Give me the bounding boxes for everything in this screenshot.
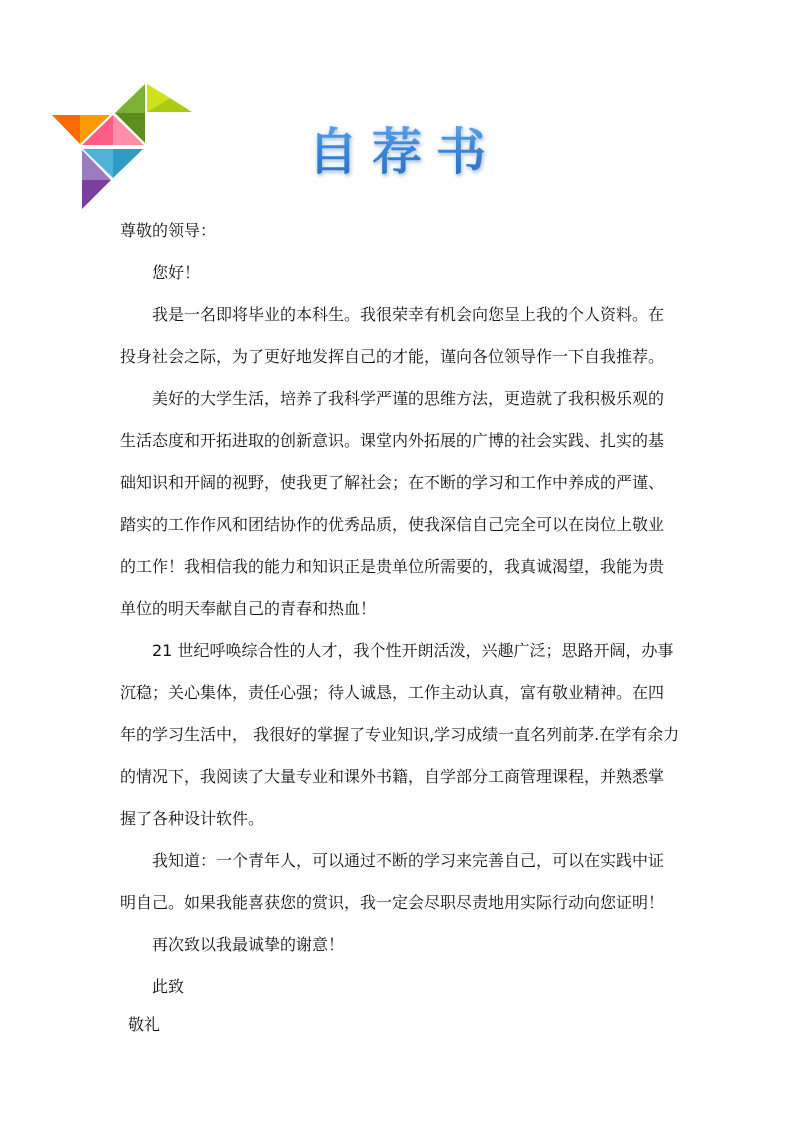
paragraph-line: 我知道：一个青年人，可以通过不断的学习来完善自己，可以在实践中证 bbox=[152, 851, 665, 870]
paragraph-line: 沉稳；关心集体，责任心强；待人诚恳，工作主动认真，富有敬业精神。在四 bbox=[120, 683, 665, 702]
paragraph-line: 的情况下，我阅读了大量专业和课外书籍，自学部分工商管理课程，并熟悉掌 bbox=[120, 767, 665, 786]
paragraph-line: 年的学习生活中， 我很好的掌握了专业知识,学习成绩一直名列前茅.在学有余力 bbox=[120, 725, 680, 744]
paragraph-introduction bbox=[120, 298, 680, 374]
thanks-line: 再次致以我最诚挚的谢意！ bbox=[152, 935, 345, 954]
paragraph-line: 美好的大学生活，培养了我科学严谨的思维方法，更造就了我积极乐观的 bbox=[152, 389, 665, 408]
letter-body bbox=[120, 214, 680, 1004]
paragraph-line: 础知识和开阔的视野，使我更了解社会；在不断的学习和工作中养成的严谨、 bbox=[120, 473, 665, 492]
paragraph-line: 握了各种设计软件。 bbox=[120, 809, 265, 828]
paragraph-self-improvement bbox=[120, 844, 680, 920]
paragraph-university-life bbox=[120, 382, 680, 626]
paragraph-line: 生活态度和开拓进取的创新意识。课堂内外拓展的广博的社会实践、扎实的基 bbox=[120, 431, 665, 450]
regards-line: 敬礼 bbox=[128, 1015, 161, 1034]
paragraph-line: 的工作！我相信我的能力和知识正是贵单位所需要的，我真诚渴望，我能为贵 bbox=[120, 557, 665, 576]
paragraph-line: 我是一名即将毕业的本科生。我很荣幸有机会向您呈上我的个人资料。在 bbox=[152, 305, 665, 324]
paragraph-personality bbox=[120, 634, 680, 836]
greeting: 您好！ bbox=[152, 263, 201, 282]
paragraph-line: 单位的明天奉献自己的青春和热血！ bbox=[120, 599, 377, 618]
paragraph-line: 投身社会之际，为了更好地发挥自己的才能，谨向各位领导作一下自我推荐。 bbox=[120, 347, 665, 366]
paragraph-line: 明自己。如果我能喜获您的赏识，我一定会尽职尽责地用实际行动向您证明！ bbox=[120, 893, 665, 912]
closing-line: 此致 bbox=[152, 977, 185, 996]
salutation: 尊敬的领导： bbox=[120, 221, 217, 240]
paragraph-line: 踏实的工作作风和团结协作的优秀品质，使我深信自己完全可以在岗位上敬业 bbox=[120, 515, 665, 534]
paragraph-line: 21 世纪呼唤综合性的人才，我个性开朗活泼，兴趣广泛；思路开阔，办事 bbox=[152, 641, 674, 660]
origami-bird-logo-icon bbox=[50, 82, 195, 212]
document-title: 自荐书 bbox=[308, 112, 500, 184]
